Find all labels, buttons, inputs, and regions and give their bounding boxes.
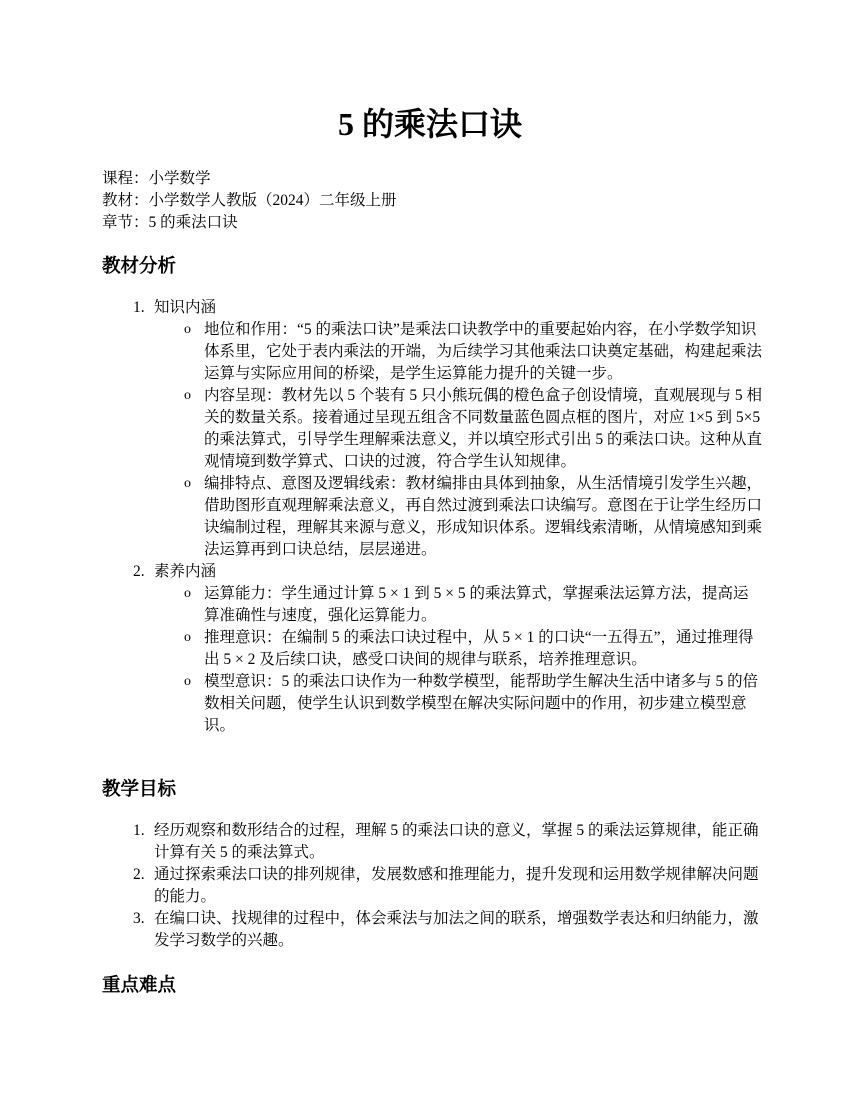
- bullet-icon: o: [184, 388, 191, 403]
- page-title: 5 的乘法口诀: [337, 106, 522, 142]
- sublist-item: [154, 583, 762, 627]
- list-item-label: 知识内涵: [154, 299, 217, 316]
- sublist-item-text: 推理意识：在编制 5 的乘法口诀过程中，从 5 × 1 的口诀“一五得五”，通过推理得出 5 × 2 及后续口诀，感受口诀间的规律与联系，培养推理意识。: [204, 629, 754, 668]
- list-number: 2.: [133, 866, 145, 883]
- meta-info: [102, 168, 397, 234]
- bullet-icon: o: [184, 674, 191, 689]
- bullet-icon: o: [184, 630, 191, 645]
- analysis-list: [102, 297, 762, 737]
- sublist-item-text: 编排特点、意图及逻辑线索：教材编排由具体到抽象，从生活情境引发学生兴趣，借助图形直观理解乘法意义，再自然过渡到乘法口诀编写。意图在于让学生经历口诀编制过程，理解其来源与意义，形成知识体系。逻辑线索清晰，从情境感知到乘法运算再到口诀总结，层层递进。: [204, 475, 763, 558]
- sublist-item-text: 模型意识：5 的乘法口诀作为一种数学模型，能帮助学生解决生活中诸多与 5 的倍数相关问题，使学生认识到数学模型在解决实际问题中的作用，初步建立模型意识。: [204, 673, 759, 734]
- bullet-icon: o: [184, 322, 191, 337]
- list-item: [102, 820, 762, 864]
- section-heading-goals: 教学目标: [102, 780, 177, 800]
- sublist-item-text: 地位和作用：“5 的乘法口诀”是乘法口诀教学中的重要起始内容，在小学数学知识体系里，它处于表内乘法的开端，为后续学习其他乘法口诀奠定基础，构建起乘法运算与实际应用间的桥梁，是学生运算能力提升的关键一步。: [204, 321, 763, 382]
- meta-course: 课程：小学数学: [102, 170, 211, 187]
- sublist-item: [154, 627, 762, 671]
- sublist-item: [154, 671, 762, 737]
- list-number: 2.: [133, 563, 145, 580]
- meta-textbook: 教材：小学数学人教版（2024）二年级上册: [102, 192, 397, 209]
- list-item-text: 通过探索乘法口诀的排列规律，发展数感和推理能力，提升发现和运用数学规律解决问题的能力。: [154, 866, 759, 905]
- list-item-text: 在编口诀、找规律的过程中，体会乘法与加法之间的联系，增强数学表达和归纳能力，激发学习数学的兴趣。: [154, 910, 759, 949]
- goals-list: [102, 820, 762, 952]
- sublist: [154, 583, 762, 737]
- meta-chapter: 章节：5 的乘法口诀: [102, 214, 238, 231]
- list-item-label: 素养内涵: [154, 563, 217, 580]
- sublist-item: [154, 319, 762, 385]
- sublist-item: [154, 385, 762, 473]
- bullet-icon: o: [184, 476, 191, 491]
- list-item: [102, 561, 762, 737]
- section-heading-keys: 重点难点: [102, 976, 177, 996]
- section-heading-analysis: 教材分析: [102, 257, 177, 277]
- sublist-item: [154, 473, 762, 561]
- list-item: [102, 297, 762, 561]
- list-number: 1.: [133, 299, 145, 316]
- list-number: 3.: [133, 910, 145, 927]
- sublist-item-text: 内容呈现：教材先以 5 个装有 5 只小熊玩偶的橙色盒子创设情境，直观展现与 5 相关的数量关系。接着通过呈现五组含不同数量蓝色圆点框的图片，对应 1×5 到 5×5 的乘法算式，引导学生理解乘法意义，并以填空形式引出 5 的乘法口诀。这种从直观情境到数学算式、口诀的过渡，符合学生认知规律。: [204, 387, 763, 470]
- list-number: 1.: [133, 822, 145, 839]
- list-item-text: 经历观察和数形结合的过程，理解 5 的乘法口诀的意义，掌握 5 的乘法运算规律，能正确计算有关 5 的乘法算式。: [154, 822, 759, 861]
- bullet-icon: o: [184, 586, 191, 601]
- sublist-item-text: 运算能力：学生通过计算 5 × 1 到 5 × 5 的乘法算式，掌握乘法运算方法，提高运算准确性与速度，强化运算能力。: [204, 585, 749, 624]
- list-item: [102, 908, 762, 952]
- sublist: [154, 319, 762, 561]
- list-item: [102, 864, 762, 908]
